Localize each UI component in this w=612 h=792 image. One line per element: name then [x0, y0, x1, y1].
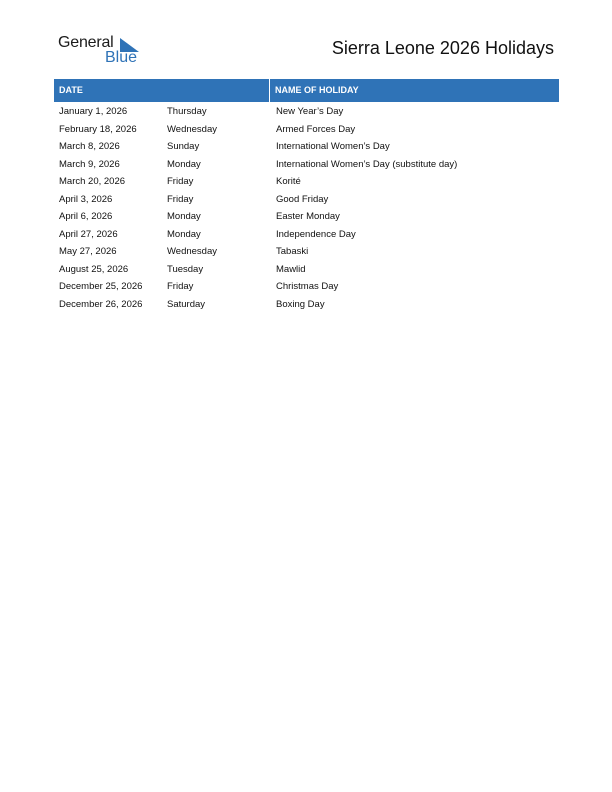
holiday-weekday: Monday	[167, 158, 201, 170]
holiday-name: Boxing Day	[276, 298, 325, 310]
holiday-date: April 3, 2026	[59, 193, 113, 205]
table-row	[54, 191, 559, 209]
holiday-weekday: Sunday	[167, 141, 200, 153]
table-row	[54, 243, 559, 261]
holiday-date: March 9, 2026	[59, 158, 120, 170]
logo-text-general: General	[58, 34, 114, 51]
holiday-name: New Year’s Day	[276, 106, 344, 118]
holiday-weekday: Friday	[167, 281, 194, 293]
holiday-weekday: Saturday	[167, 298, 206, 310]
holiday-name: Armed Forces Day	[276, 123, 356, 135]
holiday-weekday: Friday	[167, 176, 194, 188]
holiday-date: May 27, 2026	[59, 246, 117, 258]
holiday-name: Korité	[276, 176, 301, 188]
holiday-date: April 27, 2026	[59, 228, 118, 240]
holiday-date: March 20, 2026	[59, 176, 126, 188]
holiday-date: December 25, 2026	[59, 281, 143, 293]
column-header-holiday-name: NAME OF HOLIDAY	[275, 85, 359, 95]
holiday-weekday: Monday	[167, 211, 201, 223]
holiday-name: Tabaski	[276, 246, 309, 258]
holiday-date: December 26, 2026	[59, 298, 143, 310]
holiday-name: International Women’s Day (substitute day)	[276, 158, 458, 170]
holiday-name: Christmas Day	[276, 281, 339, 293]
generalblue-logo	[58, 34, 148, 68]
holiday-name: Good Friday	[276, 193, 329, 205]
holiday-date: February 18, 2026	[59, 123, 137, 135]
holiday-name: Independence Day	[276, 228, 356, 240]
column-header-date: DATE	[54, 79, 270, 102]
holiday-name: International Women’s Day	[276, 141, 390, 153]
logo-text-blue: Blue	[105, 49, 138, 66]
holiday-date: January 1, 2026	[59, 106, 128, 118]
holiday-weekday: Wednesday	[167, 123, 217, 135]
table-row	[54, 103, 559, 121]
holiday-weekday: Wednesday	[167, 246, 217, 258]
holiday-weekday: Monday	[167, 228, 201, 240]
table-row	[54, 173, 559, 191]
table-row	[54, 156, 559, 174]
page-title: Sierra Leone 2026 Holidays	[331, 38, 554, 58]
table-row	[54, 261, 559, 279]
holiday-date: August 25, 2026	[59, 263, 129, 275]
table-row	[54, 121, 559, 139]
table-body	[54, 103, 559, 313]
table-row	[54, 208, 559, 226]
holiday-date: April 6, 2026	[59, 211, 113, 223]
holiday-weekday: Thursday	[167, 106, 207, 118]
holiday-name: Easter Monday	[276, 211, 340, 223]
holiday-date: March 8, 2026	[59, 141, 120, 153]
table-row	[54, 278, 559, 296]
table-row	[54, 138, 559, 156]
holiday-weekday: Tuesday	[167, 263, 204, 275]
table-row	[54, 226, 559, 244]
holidays-table	[54, 79, 559, 313]
table-header	[54, 79, 559, 102]
table-row	[54, 296, 559, 314]
holiday-name: Mawlid	[276, 263, 306, 275]
holiday-weekday: Friday	[167, 193, 194, 205]
